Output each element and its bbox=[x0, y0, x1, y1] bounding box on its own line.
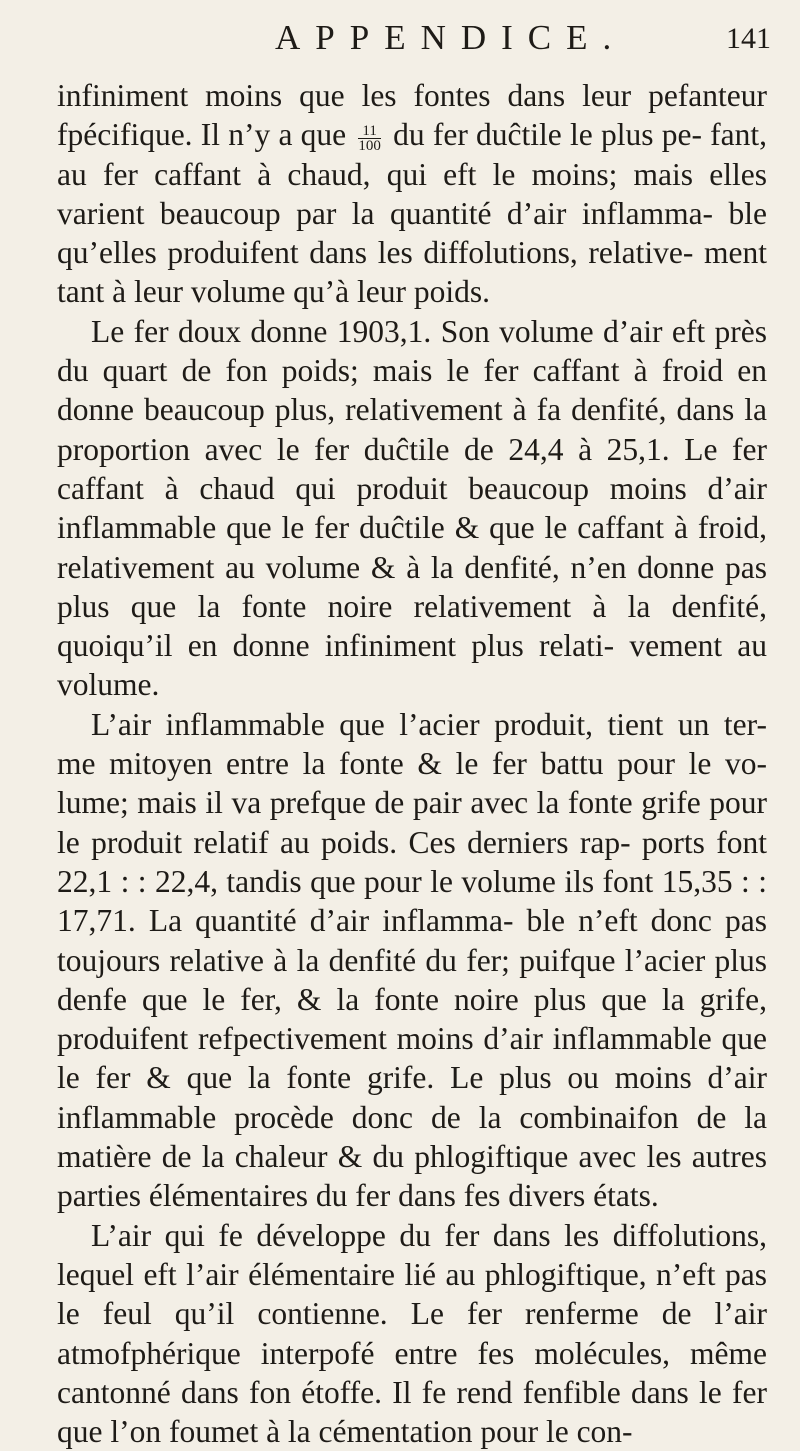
paragraph-4: L’air qui fe développe du fer dans les diffolutions, lequel eft l’air élémentaire lié au phlogiftique, n’eft pas le feul qu’il contienne. Le fer renferme de l’air atmofphérique interpofé entre fes molécules, même cantonné dans fon étoffe. Il fe rend fenfible dans le fer que l’on foumet à la cémentation pour le con- bbox=[57, 1217, 767, 1450]
fraction-denominator: 100 bbox=[358, 137, 381, 154]
fraction-numerator: 11 bbox=[358, 124, 381, 139]
paragraph-1 bbox=[57, 76, 767, 312]
paragraph-3: L’air inflammable que l’acier produit, tient un ter- me mitoyen entre la fonte & le fer battu pour le vo- lume; mais il va prefque de pair avec la fonte grife pour le produit relatif au poids. Ces derniers rap- ports font 22,1 : : 22,4, tandis que pour le volume ils font 15,35 : : 17,71. La quantité d’air inflamma- ble n’eft donc pas toujours relative à la denfité du fer; puifque l’acier plus denfe que le fer, & la fonte noire plus que la grife, produifent refpectivement moins d’air inflammable que le fer & que la fonte grife. Le plus ou moins d’air inflammable procède donc de la combinaifon de la matière de la chaleur & du phlogiftique avec les autres parties élémentaires du fer dans fes divers états. bbox=[57, 706, 767, 1214]
fraction bbox=[358, 124, 381, 153]
paragraph-1-after-fraction: du fer duĉtile le plus pe- fant, au fer caffant à chaud, qui eft le moins; mais elles varient beaucoup par la quantité d’air inflamma- ble qu’elles produifent dans les diffolutions, relative- ment tant à leur volume qu’à leur poids. bbox=[57, 117, 768, 310]
page-number: 141 bbox=[726, 22, 771, 55]
body-text bbox=[57, 76, 767, 1451]
paragraph-2: Le fer doux donne 1903,1. Son volume d’air eft près du quart de fon poids; mais le fer caffant à froid en donne beaucoup plus, relativement à fa denfité, dans la proportion avec le fer duĉtile de 24,4 à 25,1. Le fer caffant à chaud qui produit beaucoup moins d’air inflammable que le fer duĉtile & que le caffant à froid, relativement au volume & à la denfité, n’en donne pas plus que la fonte noire relativement à la denfité, quoiqu’il en donne infiniment plus relati- vement au volume. bbox=[57, 313, 767, 703]
paragraph-1-before-fraction: infiniment moins que les fontes dans leur pefanteur fpécifique. Il n’y a que bbox=[57, 78, 767, 153]
page-header bbox=[0, 14, 800, 64]
running-title: APPENDICE. bbox=[275, 18, 627, 57]
